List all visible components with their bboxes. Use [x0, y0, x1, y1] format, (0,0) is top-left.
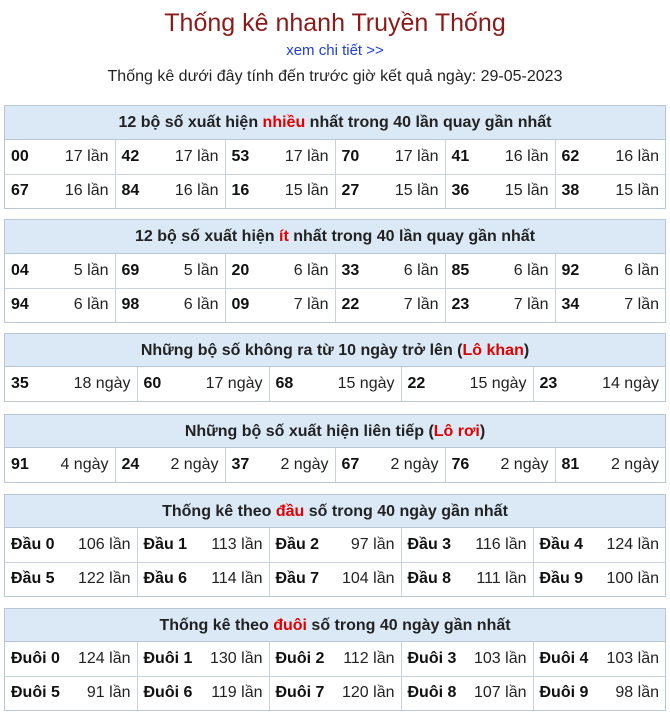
stat-number: Đầu 5 [11, 570, 55, 588]
stat-number: 36 [451, 182, 470, 200]
stat-count: 15 lần [504, 182, 549, 200]
stat-count: 14 ngày [602, 375, 659, 392]
stat-number: Đuôi 7 [275, 684, 325, 702]
stat-count: 7 lần [403, 296, 439, 314]
stat-cell [5, 288, 115, 322]
stat-number: 69 [121, 261, 140, 279]
table-row [5, 642, 665, 676]
stat-cell [445, 448, 555, 482]
stat-count: 2 ngày [280, 456, 329, 473]
stat-number: 38 [561, 182, 580, 200]
stat-count: 6 lần [73, 296, 109, 314]
most-frequent-heading: 12 bộ số xuất hiện nhiều nhất trong 40 lần quay gần nhất [5, 106, 665, 140]
stat-cell [533, 367, 665, 401]
stat-cell [115, 448, 225, 482]
table-row [5, 367, 665, 401]
stat-count: 6 lần [403, 261, 439, 279]
stat-count: 15 lần [394, 182, 439, 200]
stat-count: 2 ngày [610, 456, 659, 473]
stat-count: 103 lần [606, 649, 659, 667]
stat-count: 17 ngày [205, 375, 263, 392]
stat-cell [555, 288, 665, 322]
stat-count: 111 lần [476, 570, 527, 588]
stat-cell [555, 448, 665, 482]
stat-count: 124 lần [78, 649, 131, 667]
stat-count: 16 lần [64, 182, 109, 200]
stat-number: 35 [11, 375, 29, 392]
stat-cell [335, 254, 445, 288]
stat-count: 15 ngày [469, 375, 527, 392]
stat-count: 91 lần [86, 684, 131, 702]
stat-cell [335, 448, 445, 482]
stat-number: 20 [231, 261, 250, 279]
stat-cell [269, 676, 401, 710]
stat-number: 41 [451, 147, 470, 165]
stat-count: 6 lần [293, 261, 329, 279]
stat-number: Đầu 0 [11, 535, 55, 553]
lo-khan-section [4, 333, 666, 402]
table-row [5, 676, 665, 710]
stat-number: Đầu 4 [539, 535, 584, 553]
stat-number: 62 [561, 147, 580, 165]
stat-count: 98 lần [615, 684, 659, 702]
stat-count: 16 lần [504, 147, 549, 165]
stat-number: Đuôi 0 [11, 649, 60, 667]
stat-number: 00 [11, 147, 29, 165]
stat-cell [137, 562, 269, 596]
most-frequent-table [5, 140, 665, 208]
stat-number: Đuôi 2 [275, 649, 325, 667]
stat-number: Đuôi 5 [11, 684, 60, 702]
stat-count: 106 lần [78, 535, 131, 553]
stat-cell [401, 676, 533, 710]
stat-number: 60 [143, 375, 162, 392]
stat-number: 22 [407, 375, 426, 392]
stat-number: 81 [561, 456, 580, 473]
stat-cell [137, 642, 269, 676]
stat-cell [555, 254, 665, 288]
lo-khan-table [5, 367, 665, 401]
stat-cell [445, 288, 555, 322]
stat-number: 04 [11, 261, 29, 279]
stat-cell [115, 254, 225, 288]
stat-number: Đuôi 8 [407, 684, 457, 702]
lo-khan-heading: Những bộ số không ra từ 10 ngày trở lên (Lô khan) [5, 334, 665, 367]
page-header [0, 0, 670, 92]
stat-number: Đuôi 3 [407, 649, 457, 667]
stat-number: Đầu 2 [275, 535, 320, 553]
stat-count: 120 lần [342, 684, 395, 702]
stat-count: 107 lần [474, 684, 527, 702]
stat-number: 53 [231, 147, 250, 165]
stat-count: 15 lần [284, 182, 329, 200]
stat-number: 33 [341, 261, 360, 279]
stat-cell [5, 562, 137, 596]
stat-number: 23 [539, 375, 558, 392]
stat-number: 85 [451, 261, 470, 279]
table-row [5, 562, 665, 596]
highlight-word: nhiều [262, 114, 306, 131]
stat-number: Đầu 7 [275, 570, 320, 588]
stat-cell [533, 562, 665, 596]
stat-cell [5, 254, 115, 288]
least-frequent-heading: 12 bộ số xuất hiện ít nhất trong 40 lần quay gần nhất [5, 220, 665, 254]
stat-cell [5, 642, 137, 676]
table-row [5, 448, 665, 482]
stat-number: 67 [11, 182, 29, 200]
duoi-heading: Thống kê theo đuôi số trong 40 ngày gần nhất [5, 609, 665, 642]
stat-cell [445, 254, 555, 288]
stat-number: Đuôi 1 [143, 649, 193, 667]
stat-cell [269, 528, 401, 562]
stat-count: 119 lần [211, 684, 263, 702]
stat-number: 68 [275, 375, 294, 392]
stat-number: 24 [121, 456, 140, 473]
stat-number: 09 [231, 296, 250, 314]
stat-count: 100 lần [606, 570, 659, 588]
highlight-word: Lô khan [462, 342, 524, 359]
stat-number: 23 [451, 296, 470, 314]
stat-cell [533, 642, 665, 676]
stat-number: Đầu 1 [143, 535, 188, 553]
stat-number: 98 [121, 296, 140, 314]
stat-cell [225, 448, 335, 482]
stat-cell [137, 528, 269, 562]
stat-cell [555, 174, 665, 208]
stat-cell [445, 140, 555, 174]
stat-cell [555, 140, 665, 174]
stat-number: 76 [451, 456, 470, 473]
stat-number: Đầu 3 [407, 535, 452, 553]
stat-number: 34 [561, 296, 580, 314]
highlight-word: đầu [275, 503, 305, 520]
lo-roi-section [4, 414, 666, 483]
stat-count: 114 lần [211, 570, 263, 588]
highlight-word: ít [279, 228, 289, 245]
stat-number: 42 [121, 147, 140, 165]
stat-number: 27 [341, 182, 360, 200]
stat-count: 113 lần [211, 535, 263, 553]
stat-cell [335, 140, 445, 174]
stat-count: 2 ngày [170, 456, 219, 473]
stat-count: 2 ngày [390, 456, 439, 473]
stat-cell [445, 174, 555, 208]
table-row [5, 528, 665, 562]
stat-cell [137, 676, 269, 710]
stat-count: 17 lần [64, 147, 109, 165]
stat-number: 94 [11, 296, 29, 314]
stat-number: 70 [341, 147, 360, 165]
stat-count: 7 lần [624, 296, 659, 314]
stat-count: 17 lần [394, 147, 439, 165]
dau-section [4, 494, 666, 597]
highlight-word: Lô rơi [433, 423, 480, 440]
stat-cell [401, 562, 533, 596]
stat-number: 67 [341, 456, 360, 473]
lo-roi-heading: Những bộ số xuất hiện liên tiếp (Lô rơi) [5, 415, 665, 448]
stat-cell [269, 367, 401, 401]
stat-number: 22 [341, 296, 360, 314]
stat-cell [269, 642, 401, 676]
stat-count: 6 lần [624, 261, 659, 279]
stat-cell [225, 140, 335, 174]
stat-count: 97 lần [350, 535, 395, 553]
detail-link[interactable]: xem chi tiết >> [286, 42, 384, 59]
table-row [5, 140, 665, 174]
stat-cell [401, 528, 533, 562]
stat-number: 92 [561, 261, 580, 279]
stat-count: 17 lần [174, 147, 219, 165]
stat-cell [225, 174, 335, 208]
stat-count: 124 lần [606, 535, 659, 553]
stat-number: 91 [11, 456, 29, 473]
dau-table [5, 528, 665, 596]
stat-count: 112 lần [343, 649, 395, 667]
stat-count: 6 lần [183, 296, 219, 314]
stat-count: 104 lần [342, 570, 395, 588]
lo-roi-table [5, 448, 665, 482]
stat-count: 15 lần [615, 182, 659, 200]
stat-count: 18 ngày [73, 375, 131, 392]
stat-cell [269, 562, 401, 596]
stat-count: 5 lần [73, 261, 109, 279]
highlight-word: đuôi [273, 617, 307, 634]
stat-number: Đầu 8 [407, 570, 452, 588]
stat-cell [533, 528, 665, 562]
stat-cell [5, 528, 137, 562]
stat-count: 6 lần [513, 261, 549, 279]
stat-count: 7 lần [293, 296, 329, 314]
stat-number: Đuôi 4 [539, 649, 589, 667]
stat-number: 16 [231, 182, 250, 200]
stat-cell [5, 367, 137, 401]
page-subtitle: Thống kê dưới đây tính đến trước giờ kết quả ngày: 29-05-2023 [107, 68, 563, 85]
stat-cell [5, 140, 115, 174]
stat-count: 16 lần [174, 182, 219, 200]
stat-cell [401, 367, 533, 401]
stat-count: 15 ngày [337, 375, 395, 392]
stat-number: Đuôi 9 [539, 684, 589, 702]
stat-number: 37 [231, 456, 250, 473]
stat-count: 103 lần [474, 649, 527, 667]
stat-cell [335, 174, 445, 208]
stat-number: Đầu 6 [143, 570, 188, 588]
most-frequent-section [4, 105, 666, 209]
stat-cell [335, 288, 445, 322]
stat-cell [5, 448, 115, 482]
stat-cell [115, 174, 225, 208]
stat-count: 17 lần [284, 147, 329, 165]
stat-cell [137, 367, 269, 401]
stat-cell [225, 288, 335, 322]
stat-count: 5 lần [183, 261, 219, 279]
stat-count: 116 lần [475, 535, 527, 553]
stat-cell [5, 676, 137, 710]
duoi-table [5, 642, 665, 710]
stat-count: 2 ngày [500, 456, 549, 473]
stat-count: 4 ngày [60, 456, 109, 473]
duoi-section [4, 608, 666, 711]
stat-cell [225, 254, 335, 288]
stat-cell [533, 676, 665, 710]
stat-count: 122 lần [78, 570, 131, 588]
table-row [5, 254, 665, 288]
page-title: Thống kê nhanh Truyền Thống [164, 9, 506, 37]
table-row [5, 174, 665, 208]
stat-cell [115, 288, 225, 322]
stat-number: Đầu 9 [539, 570, 584, 588]
stat-cell [401, 642, 533, 676]
stat-number: Đuôi 6 [143, 684, 193, 702]
table-row [5, 288, 665, 322]
stat-cell [5, 174, 115, 208]
dau-heading: Thống kê theo đầu số trong 40 ngày gần nhất [5, 495, 665, 528]
stat-number: 84 [121, 182, 140, 200]
stat-cell [115, 140, 225, 174]
least-frequent-table [5, 254, 665, 322]
stat-count: 7 lần [513, 296, 549, 314]
stat-count: 16 lần [615, 147, 659, 165]
least-frequent-section [4, 219, 666, 323]
stat-count: 130 lần [210, 649, 263, 667]
